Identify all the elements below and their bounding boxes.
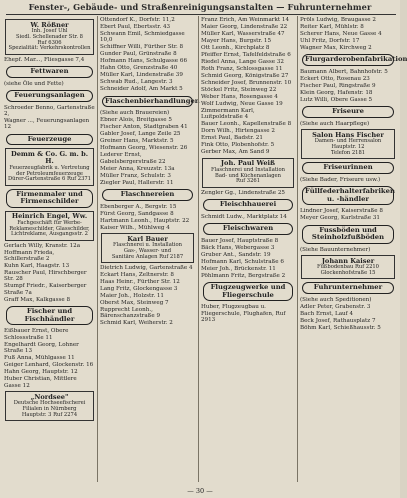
directory-entry: Wagner ..., Feuerungsanlagen 12 [4,118,90,131]
directory-entry: Fischer Anton, Stadtgraben 41 [100,124,188,131]
directory-entry: Stumpf Friedr., Kaiserberger Straße 7a [4,283,87,296]
directory-entry: Dietrich Ludwig, Gartenstraße 4 [100,265,193,272]
column-divider [297,16,298,482]
advertisement-title: Joh. Paul Weiß [220,159,276,168]
advertisement-title: W. Rößner [30,20,69,29]
page-number: — 30 — [187,487,213,495]
directory-entry: Roth Franz, Schlossgasse 11 [201,66,283,72]
directory-entry: Ebert Paul, Ebertsstr. 43 [100,24,171,30]
directory-entry: Gunder Paul, Grünstraße 8 [100,51,177,58]
directory-entry: Gabler Josef, Lange Zeile 25 [100,131,181,138]
advertisement-line: Spezialität: Verkehrskontrollen [8,45,91,52]
directory-entry: Meier Anna, Kreuzstr. 13a [100,165,175,172]
directory-entry: Eckart Hans, Zeltnerstr. 8 [100,272,174,279]
advertisement-line: Glockenhofstraße 15 [320,270,376,277]
directory-entry: Rupprecht Leonh., Bärenschanzstraße 9 [100,307,161,320]
advertisement-title: Johann Kaiser [321,256,375,265]
directory-entry: Schneider Adolf, Am Markt 5 [100,86,183,93]
directory-entry: Schmid Georg, Königstraße 27 [201,73,289,79]
directory-entry: Schmid Karl, Weiherstr. 2 [100,320,173,327]
directory-entry: Beck Josef, Rathausplatz 7 [300,317,376,324]
column-4 [300,17,407,482]
directory-entry: Ebenberger A., Bergstr. 15 [100,203,177,210]
advertisement-title: Karl Bauer [127,234,168,243]
directory-entry: Kaiser Wilh., Mühlweg 4 [100,224,170,231]
advertisement-line: Siedl. Schellenader Str. 8 [16,33,83,40]
section-heading: Feuerungsanlagen [6,90,93,102]
advertisement-line: Lichtreklame, Ausgangsstr. 2 [11,231,88,238]
advertisement-line: Gas-, Wasser- und [123,247,172,254]
directory-entry: Scherer Hans, Neue Gasse 4 [300,31,382,37]
advertisement-box [5,148,94,185]
directory-entry: Hahn Georg, Hauptstr. 12 [4,369,78,376]
directory-entry: Fink Otto, Plobenhofstr. 5 [201,142,275,149]
directory-entry: Zengler Gg., Lindenstraße 25 [201,189,285,196]
section-heading: Flurgarderobenfabrikation [302,54,394,66]
section-heading: Fleischwaren [203,223,293,235]
advertisement-box [202,158,294,188]
directory-entry: Bäck Hans, Webergasse 3 [201,244,275,251]
column-3 [201,17,295,482]
advertisement-line: Sanitäre Anlagen Ruf 2187 [111,253,184,260]
header-rule [6,14,396,15]
directory-entry: Pröls Ludwig, Braugasse 2 [300,17,376,23]
directory-entry: Haas Heinr., Fürther Str. 12 [100,279,180,286]
directory-entry: Müller Franz, Schulstr. 3 [100,172,171,179]
directory-entry: Böhm Karl, Schießhausstr. 5 [300,324,381,331]
section-heading: Fleischhauerei [203,199,293,211]
directory-entry: Franz Erich, Am Weinmarkt 14 [201,17,290,23]
directory-entry: Uhl Fritz, Dorfstr. 17 [300,38,360,44]
directory-entry: Rauscher Paul, Hirschberger Str. 28 [4,270,87,283]
directory-entry: (Siehe auch Brauereien) [100,110,170,117]
directory-entry: Kuhn Karl, Haagstr. 13 [4,263,70,269]
directory-entry: Wolf Ludwig, Neue Gasse 19 [201,101,283,107]
directory-entry: Baumann Albert, Bahnhofstr. 5 [300,69,388,75]
advertisement-box [101,233,194,263]
directory-entry: Fuß Anna, Mühlgasse 11 [4,355,75,362]
advertisement-line: Hauptstr. 3 Ruf 2274 [21,411,78,418]
directory-entry: Bach Ernst, Lauf 4 [300,310,354,317]
column-divider [97,16,98,482]
directory-entry: Eckert Otto, Rosenau 23 [300,76,370,82]
page-header: Fenster-, Gebäude- und Straßenreinigungsanstalten — Fuhrunternehmer [28,2,372,12]
directory-entry: Hofmann Hans, Schulgasse 66 [100,58,188,65]
directory-entry: Lang Fritz, Glockengasse 3 [100,286,178,293]
advertisement-line: der Petroleumfeuerzeuge [16,170,83,177]
directory-entry: Meyer Georg, Karlstraße 31 [300,215,380,222]
directory-entry: Maier Georg, Lindenstraße 22 [201,24,288,30]
directory-entry: Dorn Wilh., Hirtengasse 2 [201,128,275,135]
directory-entry: Pfeiffer Ernst, Tafelfeldstraße 6 [201,52,291,58]
directory-entry: Ott Leonh., Kirchplatz 8 [201,45,270,51]
directory-entry: Fischer Paul, Ringstraße 9 [300,83,376,89]
directory-entry: Ebner Alois, Breitgasse 5 [100,117,172,124]
directory-entry: Hofmann Karl, Schulstraße 6 [201,258,284,265]
column-1 [4,17,95,482]
section-heading: Feuerzeuge [6,134,93,146]
directory-entry: Hofmann Georg, Wiesenstr. 26 [100,145,188,152]
directory-entry: Schmidt Ludw., Marktplatz 14 [201,213,287,220]
directory-entry: Geiger Lenhard, Glockenstr. 16 [4,362,94,369]
directory-entry: Greiner Hans, Marktstr. 5 [100,138,174,145]
advertisement-box [5,19,94,55]
section-heading: Flaschnereien [102,189,193,201]
advertisement-title: Heinrich Engel, Ww. [11,212,88,221]
advertisement-line: Telefon 2181 [330,149,366,156]
directory-entry: Graff Max, Kalkgasse 8 [4,296,70,303]
directory-entry: Hartmann Leonh., Hauptstr. 22 [100,217,190,224]
section-heading: Friseurinnen [302,162,394,174]
directory-entry: Schwann Emil, Schmiedgasse 10,0 [100,31,185,44]
advertisement-line: Reklameschilder, Glasschilder, [9,225,90,232]
directory-entry: Gruber Ant., Sandstr. 19 [201,251,271,258]
column-divider [198,16,199,482]
directory-entry: Bauer Leonh., Kapellenstraße 8 [201,121,292,128]
directory-entry: Schiffner Willi, Fürther Str. 8 [100,44,184,51]
section-heading: Friseure [302,106,394,118]
directory-entry: Hahn Otto, Grenzstraße 40 [100,65,178,72]
directory-entry: Lindner Josef, Kaiserstraße 8 [300,208,383,215]
directory-entry: (siehe Öle und Fette) [4,80,64,87]
section-heading: Firmenmaler und Firmenschilder [6,189,93,208]
directory-entry: Gerlach Willy, Kranstr. 12a [4,242,81,249]
directory-entry: Reiter Karl, Mühlstr. 8 [300,24,364,30]
directory-entry: Ernst Paul, Badstr. 21 [201,135,263,142]
advertisement-line: Inh. Josef Uhl [31,27,68,34]
advertisement-line: Ruf 6306 [37,39,62,46]
advertisement-line: Feuerzeugfabrik u. Vertretung [9,164,90,171]
directory-entry: Huber Christian, Mittlere Gasse 12 [4,376,77,389]
section-heading: Flugzeugwerke und Fliegerschule [203,282,293,301]
directory-entry: Schneider Josef, Brunnenstr. 10 [201,80,292,86]
advertisement-line: Dürer-Gartenstraße 6 Ruf 2371 [8,176,91,183]
directory-entry: Lederer Ernst, Gabelsbergerstraße 22 [100,152,166,165]
advertisement-box [5,391,94,421]
directory-entry: Stöckel Fritz, Steinweg 22 [201,87,277,93]
advertisement-title: „Nordsee" [30,392,69,401]
advertisement-box [301,129,395,159]
directory-entry: Schwab Rud., Langestr. 3 [100,79,173,86]
directory-entry: Mayer Hans, Burgstr. 15 [201,38,272,44]
directory-entry: Pöhlmann Fritz, Bergstraße 2 [201,272,286,279]
directory-entry: (Siehe auch Haarpflege) [300,121,370,127]
column-2 [100,17,200,482]
directory-entry: Engelhardt Georg, Lohner Straße 13 [4,341,79,355]
directory-entry: (Siehe Bauunternehmer) [300,246,371,253]
directory-entry: Adler Peter, Grabenstr. 3 [300,303,371,310]
advertisement-line: Flaschnerei und Installation [210,166,286,173]
advertisement-line: Hauptstr. 12 [331,144,365,151]
directory-entry: Klein Georg, Hafenstr. 18 [300,90,373,96]
directory-entry: Riedel Anna, Lange Gasse 32 [201,59,284,65]
advertisement-title: Demm & Co. G. m. b. H. [11,149,88,166]
advertisement-line: Damen- und Herrensalon [314,138,382,145]
directory-entry: Müller Karl, Lindenstraße 39 [100,72,183,79]
advertisement-line: Ruf 3261 [235,178,261,185]
directory-entry: Gerber Max, Am Sand 9 [201,149,270,156]
directory-entry: (Siehe auch Speditionen) [300,296,372,303]
directory-entry: Ziegler Paul, Hallerstr. 11 [100,179,174,186]
advertisement-line: Bad- und Küchenanlagen [215,172,281,179]
advertisement-box [301,255,395,279]
directory-entry: Ottendorf K., Dorfstr. 11,2 [100,17,175,23]
directory-entry: Weber Hans, Rosengasse 4 [201,94,278,100]
directory-entry: (Siehe Bader, Friseure usw.) [300,176,381,183]
directory-entry: Wagner Max, Kirchweg 2 [300,45,372,51]
directory-entry: Eißbauer Ernst, Obere Schlossstraße 11 [4,328,69,341]
advertisement-line: Fachgeschäft für Werbe- [17,219,82,226]
directory-entry: Zimmermann Karl, Luitpoldstraße 4 [201,108,255,121]
directory-entry: Lutz Willi, Obere Gasse 5 [300,97,373,103]
directory-entry: Huber, Flugzeugbau u. Fliegerschule, Flughafen, Ruf 2913 [201,304,286,324]
directory-entry: Müller Karl, Wasserstraße 47 [201,31,285,37]
section-heading: Fuhrunternehmer [302,282,394,294]
directory-entry: Hoffmann Frieda, Schillerstraße 2 [4,249,55,262]
section-heading: Füllfederhalterfabriken u. -händler [302,186,394,205]
advertisement-line: Filialen in Nürnberg [22,405,77,412]
directory-entry: Maier Joh., Holzstr. 11 [100,293,164,300]
section-heading: Fischer und Fischhändler [6,306,93,325]
directory-entry: Schroeder Benno, Gartenstraße 2, [4,104,95,117]
advertisement-line: Deutsche Hochseefischerei [13,399,86,406]
directory-entry: Fürst Georg, Sandgasse 8 [100,210,174,217]
section-heading: Fettwaren [6,66,93,78]
directory-entry: Oberst Max, Steinweg 7 [100,300,169,307]
directory-entry: Ehepf. Mar..., Fliesgasse 7,4 [4,56,85,63]
advertisement-box [5,211,94,241]
advertisement-title: Salon Hans Fischer [312,130,384,139]
directory-entry: Bauer Josef, Hauptstraße 8 [201,237,279,244]
directory-entry: Meier Joh., Brückenstr. 11 [201,265,276,272]
advertisement-line: Fußbodenbau Ruf 2210 [316,264,379,271]
section-heading: Fussböden und Steinholzfußböden [302,225,394,244]
section-heading: Flaschenbierhandlungen [102,96,193,108]
advertisement-line: Flaschnerei u. Installation [112,242,182,249]
